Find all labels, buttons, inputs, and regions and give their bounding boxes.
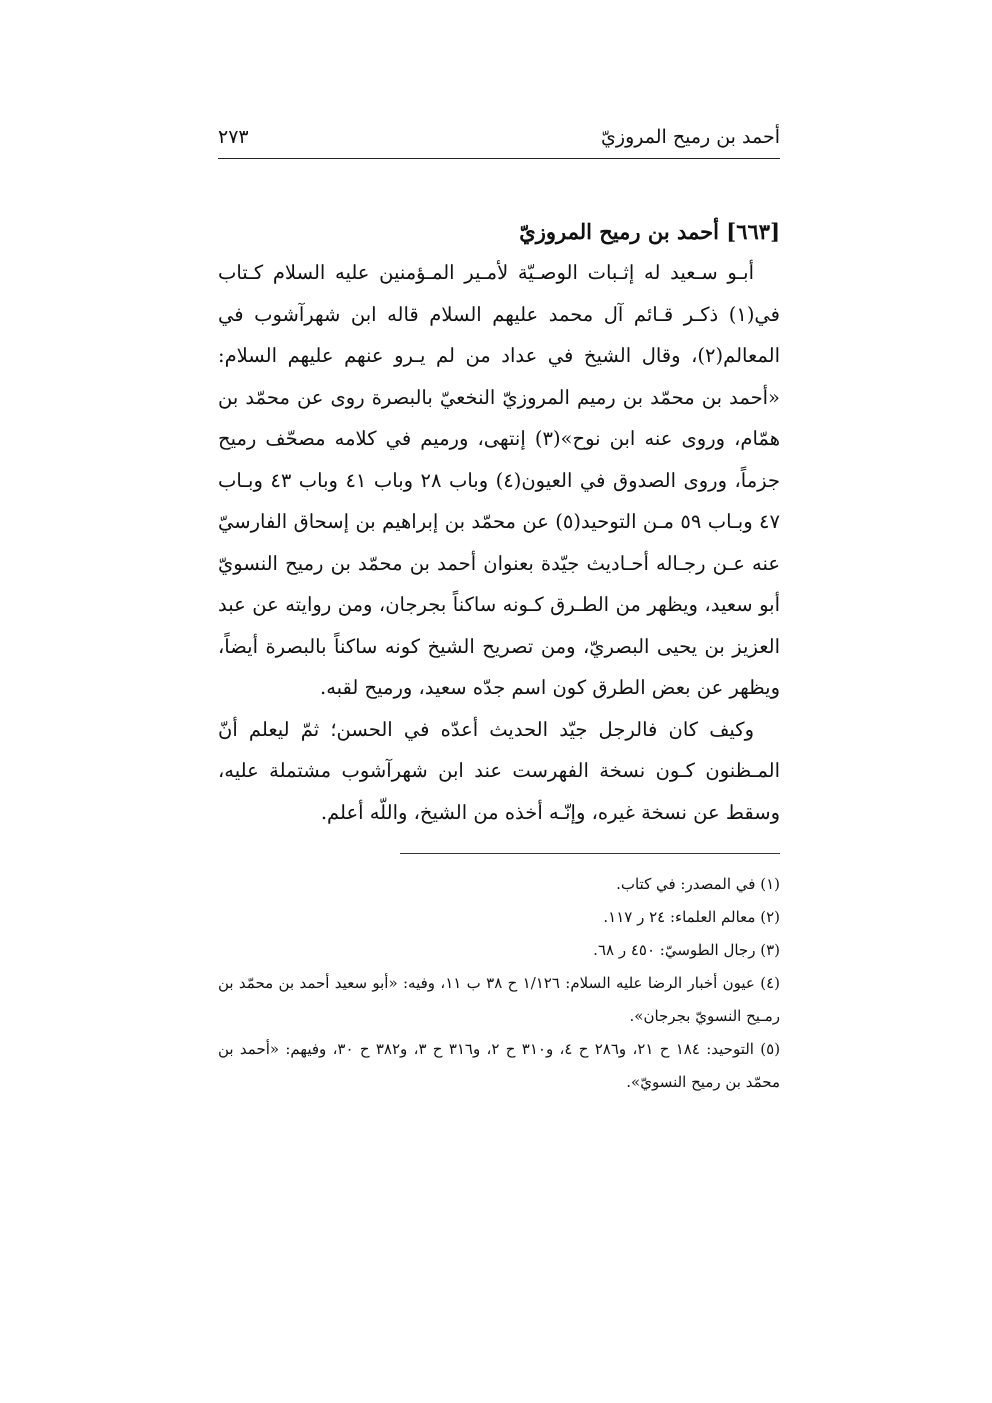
entry-paragraph-2: وكيف كان فالرجل جيّد الحديث أعدّه في الحسن؛ ثمّ ليعلم أنّ المـظنون كـون نسخة الفهرست عند ابن شهرآشوب مشتملة عليه، وسقط عن نسخة غيره، وإنّـه أخذه من الشيخ، واللّه أعلم. — [218, 717, 780, 824]
entry-title: [٦٦٣] أحمد بن رميح المروزيّ — [519, 219, 780, 244]
footnotes-list — [218, 868, 780, 1099]
footnote-item: (٢) معالم العلماء: ٢٤ ر ١١٧. — [603, 908, 780, 926]
footnote-divider — [400, 853, 780, 854]
footnote-item: (٣) رجال الطوسيّ: ٤٥٠ ر ٦٨. — [593, 941, 780, 959]
page-header — [218, 118, 780, 159]
running-title: أحمد بن رميح المروزيّ — [601, 126, 780, 148]
footnote-item: (١) في المصدر: في كتاب. — [616, 875, 780, 893]
page-number: ٢٧٣ — [218, 126, 249, 148]
entry-body — [218, 212, 780, 833]
entry-paragraph-1: أبـو سـعيد له إثـبات الوصـيّة لأمـير المـؤمنين عليه السلام كـتاب في(١) ذكـر قـائم آل محمد عليهم السلام قاله ابن شهرآشوب في المعالم(٢)، وقال الشيخ في عداد من لم يـرو عنهم عليهم السلام: «أحمد بن محمّد بن رميم المروزيّ النخعيّ بالبصرة روى عن محمّد بن همّام، وروى عنه ابن نوح»(٣) إنتهى، ورميم في كلامه مصحّف رميح جزماً، وروى الصدوق في العيون(٤) وباب ٢٨ وباب ٤١ وباب ٤٣ وبـاب ٤٧ وبـاب ٥٩ مـن التوحيد(٥) عن محمّد بن إبراهيم بن إسحاق الفارسيّ عنه عـن رجـاله أحـاديث جيّدة بعنوان أحمد بن محمّد بن رميح النسويّ أبو سعيد، ويظهر من الطـرق كـونه ساكناً بجرجان، ومن روايته عن عبد العزيز بن يحيى البصريّ، ومن تصريح الشيخ كونه ساكناً بالبصرة أيضاً، ويظهر عن بعض الطرق كون اسم جدّه سعيد، ورميح لقبه. — [218, 261, 780, 699]
footnote-item: (٥) التوحيد: ١٨٤ ح ٢١، و٢٨٦ ح ٤، و٣١٠ ح ٢، و٣١٦ ح ٣، و٣٨٢ ح ٣٠، وفيهم: «أحمد بن محمّد بن رميح النسويّ». — [218, 1040, 781, 1091]
footnote-item: (٤) عيون أخبار الرضا عليه السلام: ١/١٢٦ ح ٣٨ ب ١١، وفيه: «أبو سعيد أحمد بن محمّد بن رمـيح النسويّ بجرجان». — [218, 974, 780, 1025]
